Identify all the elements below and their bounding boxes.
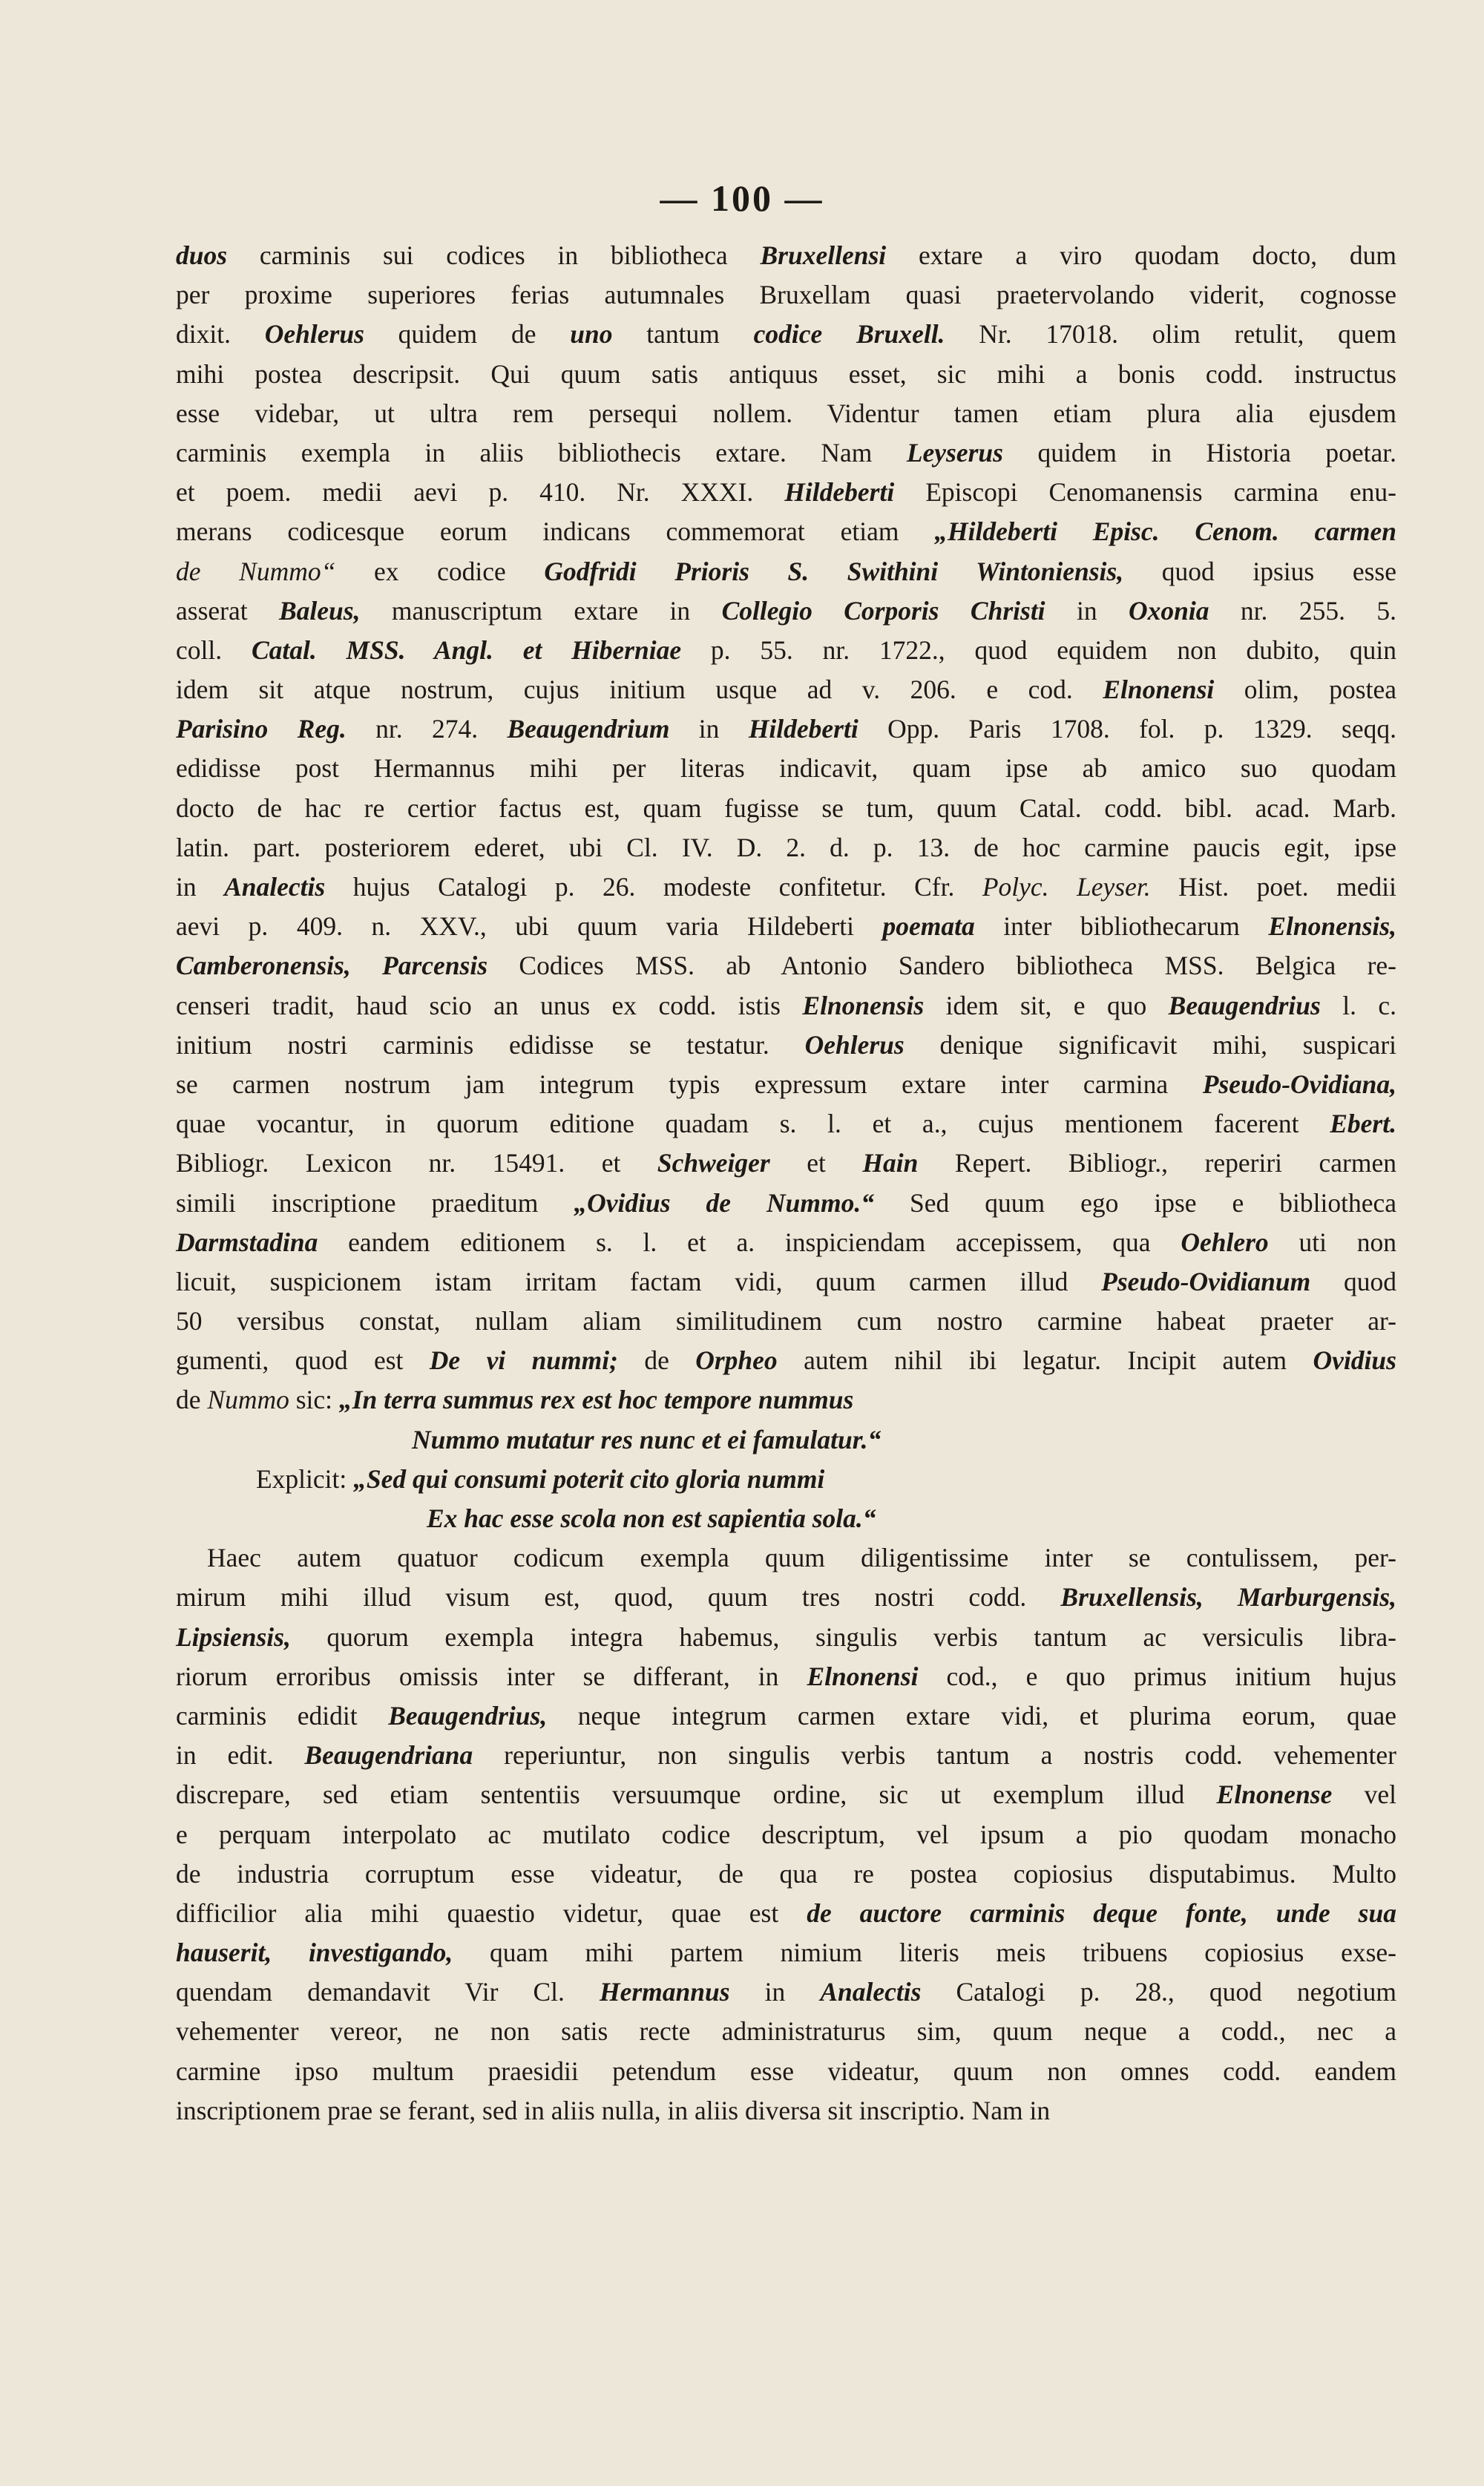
- text-run: Oxonia: [1129, 595, 1209, 626]
- text-run: carmine ipso multum praesidii petendum esse videatur, quum non omnes codd. eandem: [176, 2056, 1396, 2086]
- text-line: [176, 946, 1396, 985]
- text-run: p. 55. nr. 1722., quod equidem non dubito, quin: [681, 634, 1396, 665]
- page-number: — 100 —: [660, 177, 824, 219]
- text-line: [176, 1854, 1396, 1894]
- text-run: quod: [1310, 1266, 1397, 1296]
- text-run: edidisse post Hermannus mihi per literas indicavit, quam ipse ab amico suo quodam: [176, 753, 1396, 784]
- text-run: Episcopi Cenomanensis carmina enu-: [894, 477, 1396, 508]
- text-run: Beaugendrius,: [388, 1700, 548, 1731]
- text-run: Ex hac esse scola non est sapientia sola.“: [427, 1503, 876, 1533]
- text-run: coll.: [176, 634, 252, 665]
- text-run: gumenti, quod est: [176, 1345, 430, 1376]
- text-run: Repert. Bibliogr., reperiri carmen: [918, 1148, 1396, 1178]
- text-run: Explicit:: [256, 1463, 354, 1494]
- text-run: nr. 255. 5.: [1209, 595, 1396, 626]
- text-run: Sed quum ego ipse e bibliotheca: [874, 1187, 1396, 1218]
- text-line: [176, 236, 1396, 275]
- text-run: initium nostri carminis edidisse se testatur.: [176, 1029, 805, 1060]
- text-run: dixit.: [176, 319, 265, 350]
- text-run: sic:: [289, 1385, 339, 1415]
- text-run: Hain: [862, 1148, 919, 1178]
- text-run: „Sed qui consumi poterit cito gloria nummi: [353, 1463, 825, 1494]
- text-run: quidem in Historia poetar.: [1003, 437, 1396, 468]
- text-run: quae vocantur, in quorum editione quadam s. l. et a., cujus mentionem facerent: [176, 1109, 1330, 1139]
- text-run: carminis edidit: [176, 1700, 389, 1731]
- text-run: quidem de: [364, 319, 571, 350]
- text-run: Parisino Reg.: [176, 714, 347, 744]
- text-run: inscriptionem prae se ferant, sed in aliis nulla, in aliis diversa sit inscriptio. Nam in: [176, 2095, 1051, 2125]
- text-line: [176, 1736, 1396, 1775]
- text-line: [176, 1262, 1396, 1302]
- text-run: quod ipsius esse: [1123, 556, 1397, 586]
- text-run: tantum: [612, 319, 754, 350]
- text-line: [176, 1538, 1396, 1578]
- text-run: quam mihi partem nimium literis meis tribuens copiosius exse-: [453, 1938, 1396, 1968]
- text-run: Elnonensis: [802, 990, 925, 1020]
- text-line: [176, 631, 1396, 670]
- text-run: Codices MSS. ab Antonio Sandero bibliotheca MSS. Belgica re-: [487, 951, 1396, 981]
- text-line: [176, 1144, 1396, 1183]
- text-run: Elnonensis,: [1268, 911, 1396, 942]
- text-run: Bibliogr. Lexicon nr. 15491. et: [176, 1148, 657, 1178]
- text-run: De vi nummi;: [429, 1345, 618, 1376]
- text-run: uno: [570, 319, 613, 350]
- text-run: difficilior alia mihi quaestio videtur, quae est: [176, 1898, 807, 1928]
- text-run: Orpheo: [695, 1345, 778, 1376]
- text-run: licuit, suspicionem istam irritam factam vidi, quum carmen illud: [176, 1266, 1102, 1296]
- text-line: [176, 473, 1396, 512]
- text-run: uti non: [1268, 1227, 1396, 1257]
- text-run: de: [617, 1345, 696, 1376]
- text-run: Catal. MSS. Angl. et Hiberniae: [251, 634, 682, 665]
- text-run: Haec autem quatuor codicum exempla quum diligentissime inter se contulissem, per-: [207, 1543, 1396, 1573]
- text-run: Beaugendrius: [1168, 990, 1321, 1020]
- text-run: Bruxellensi: [760, 240, 887, 270]
- text-run: Camberonensis, Parcensis: [176, 951, 488, 981]
- body-text: [176, 236, 1396, 2131]
- text-run: Pseudo-Ovidianum: [1101, 1266, 1311, 1296]
- text-run: aevi p. 409. n. XXV., ubi quum varia Hildeberti: [176, 911, 883, 942]
- text-run: riorum erroribus omissis inter se differant, in: [176, 1661, 807, 1691]
- text-run: codice Bruxell.: [753, 319, 945, 350]
- text-run: reperiuntur, non singulis verbis tantum a nostris codd. vehementer: [473, 1740, 1396, 1771]
- text-line: [176, 1223, 1396, 1262]
- text-run: Hist. poet. medii: [1150, 872, 1396, 902]
- text-run: se carmen nostrum jam integrum typis expressum extare inter carmina: [176, 1069, 1203, 1099]
- text-line: [176, 1460, 1396, 1499]
- text-run: Beaugendrium: [507, 714, 670, 744]
- text-run: Beaugendriana: [304, 1740, 473, 1771]
- text-run: manuscriptum extare in: [360, 595, 722, 626]
- text-run: Nummo mutatur res nunc et ei famulatur.“: [412, 1424, 881, 1454]
- text-run: et poem. medii aevi p. 410. Nr. XXXI.: [176, 477, 785, 508]
- text-run: Opp. Paris 1708. fol. p. 1329. seqq.: [858, 714, 1396, 744]
- text-run: idem sit, e quo: [924, 990, 1169, 1020]
- text-line: [176, 1026, 1396, 1065]
- text-line: [176, 1618, 1396, 1657]
- text-run: inter bibliothecarum: [974, 911, 1269, 942]
- text-run: Hermannus: [599, 1977, 730, 2007]
- text-line: [176, 512, 1396, 551]
- text-run: Oehlero: [1181, 1227, 1269, 1257]
- text-line: [176, 1696, 1396, 1736]
- text-line: [176, 315, 1396, 354]
- text-run: per proxime superiores ferias autumnales Bruxellam quasi praetervolando viderit, cognosse: [176, 280, 1396, 310]
- text-line: [176, 1065, 1396, 1104]
- text-run: Polyc. Leyser.: [982, 872, 1151, 902]
- text-line: [176, 1894, 1396, 1933]
- text-run: „Ovidius de Nummo.“: [574, 1187, 875, 1218]
- text-run: Ovidius: [1313, 1345, 1396, 1376]
- text-run: poemata: [882, 911, 975, 942]
- text-run: esse videbar, ut ultra rem persequi nollem. Videntur tamen etiam plura alia ejusdem: [176, 398, 1396, 428]
- text-run: simili inscriptione praeditum: [176, 1187, 574, 1218]
- text-line: [176, 1499, 1396, 1538]
- text-run: e perquam interpolato ac mutilato codice descriptum, vel ipsum a pio quodam monacho: [176, 1819, 1396, 1849]
- text-run: Analectis: [820, 1977, 922, 2007]
- text-run: Elnonensi: [807, 1661, 919, 1691]
- text-run: extare a viro quodam docto, dum: [886, 240, 1397, 270]
- text-run: de industria corruptum esse videatur, de qua re postea copiosius disputabimus. Multo: [176, 1858, 1396, 1889]
- text-run: autem nihil ibi legatur. Incipit autem: [777, 1345, 1313, 1376]
- text-run: de auctore carminis deque fonte, unde sua: [807, 1898, 1396, 1928]
- text-line: [176, 749, 1396, 788]
- text-run: hauserit, investigando,: [176, 1938, 453, 1968]
- text-run: docto de hac re certior factus est, quam fugisse se tum, quum Catal. codd. bibl. acad. Marb.: [176, 793, 1396, 823]
- text-run: Collegio Corporis Christi: [721, 595, 1045, 626]
- text-run: merans codicesque eorum indicans commemorat etiam: [176, 516, 935, 547]
- text-line: [176, 1104, 1396, 1144]
- text-run: Nr. 17018. olim retulit, quem: [945, 319, 1396, 350]
- text-run: 50 versibus constat, nullam aliam similitudinem cum nostro carmine habeat praeter ar-: [176, 1306, 1396, 1337]
- text-run: Pseudo-Ovidiana,: [1202, 1069, 1396, 1099]
- text-run: „In terra summus rex est hoc tempore nummus: [338, 1385, 854, 1415]
- text-run: hujus Catalogi p. 26. modeste confitetur. Cfr.: [325, 872, 982, 902]
- text-run: Hildeberti: [748, 714, 858, 744]
- text-line: [176, 275, 1396, 315]
- text-run: quendam demandavit Vir Cl.: [176, 1977, 600, 2007]
- text-line: [176, 1578, 1396, 1617]
- text-run: Godfridi Prioris S. Swithini Wintoniensis,: [544, 556, 1124, 586]
- text-line: [176, 1815, 1396, 1854]
- text-run: in: [176, 872, 225, 902]
- text-run: Oehlerus: [804, 1029, 904, 1060]
- text-run: de Nummo“: [176, 556, 336, 586]
- text-line: [176, 2052, 1396, 2091]
- text-run: quorum exempla integra habemus, singulis verbis tantum ac versiculis libra-: [290, 1621, 1396, 1652]
- text-line: [176, 1302, 1396, 1341]
- text-line: [176, 789, 1396, 828]
- text-line: [176, 670, 1396, 709]
- text-line: [176, 1420, 1396, 1460]
- text-run: Elnonensi: [1103, 675, 1215, 705]
- text-run: vel: [1332, 1780, 1397, 1810]
- text-run: Bruxellensis, Marburgensis,: [1060, 1582, 1396, 1613]
- text-line: [176, 1972, 1396, 2012]
- text-run: Schweiger: [657, 1148, 770, 1178]
- text-run: Hildeberti: [784, 477, 895, 508]
- text-line: [176, 2012, 1396, 2051]
- text-run: Catalogi p. 28., quod negotium: [921, 1977, 1396, 2007]
- text-line: [176, 1341, 1396, 1380]
- text-run: in: [669, 714, 749, 744]
- text-run: asserat: [176, 595, 279, 626]
- text-line: [176, 394, 1396, 433]
- text-run: eandem editionem s. l. et a. inspiciendam accepissem, qua: [318, 1227, 1181, 1257]
- text-line: [176, 1933, 1396, 1972]
- text-line: [176, 1657, 1396, 1696]
- text-run: ex codice: [335, 556, 545, 586]
- text-run: de: [176, 1385, 208, 1415]
- text-run: Lipsiensis,: [176, 1621, 291, 1652]
- text-run: cod., e quo primus initium hujus: [918, 1661, 1396, 1691]
- text-run: idem sit atque nostrum, cujus initium usque ad v. 206. e cod.: [176, 675, 1103, 705]
- text-run: Darmstadina: [176, 1227, 318, 1257]
- text-line: [176, 868, 1396, 907]
- text-run: neque integrum carmen extare vidi, et plurima eorum, quae: [547, 1700, 1396, 1731]
- text-line: [176, 355, 1396, 394]
- text-run: in edit.: [176, 1740, 305, 1771]
- text-run: Leyserus: [906, 437, 1003, 468]
- text-run: Baleus,: [279, 595, 361, 626]
- text-run: „Hildeberti Episc. Cenom. carmen: [934, 516, 1396, 547]
- text-run: duos: [176, 240, 228, 270]
- text-run: Oehlerus: [264, 319, 364, 350]
- text-line: [176, 828, 1396, 868]
- text-run: Ebert.: [1330, 1109, 1396, 1139]
- text-run: Elnonense: [1216, 1780, 1333, 1810]
- text-run: censeri tradit, haud scio an unus ex codd. istis: [176, 990, 803, 1020]
- text-line: [176, 907, 1396, 946]
- text-run: carminis sui codices in bibliotheca: [227, 240, 761, 270]
- text-run: denique significavit mihi, suspicari: [904, 1029, 1397, 1060]
- text-run: et: [769, 1148, 863, 1178]
- text-run: Analectis: [224, 872, 326, 902]
- text-line: [176, 2091, 1396, 2131]
- text-run: in: [729, 1977, 821, 2007]
- text-line: [176, 1775, 1396, 1814]
- text-line: [176, 591, 1396, 631]
- text-line: [176, 1380, 1396, 1420]
- text-line: [176, 709, 1396, 749]
- text-line: [176, 1184, 1396, 1223]
- text-run: mihi postea descripsit. Qui quum satis antiquus esset, sic mihi a bonis codd. instructus: [176, 358, 1396, 389]
- text-run: discrepare, sed etiam sententiis versuumque ordine, sic ut exemplum illud: [176, 1780, 1217, 1810]
- text-line: [176, 433, 1396, 473]
- text-run: mirum mihi illud visum est, quod, quum tres nostri codd.: [176, 1582, 1061, 1613]
- text-run: carminis exempla in aliis bibliothecis extare. Nam: [176, 437, 907, 468]
- text-run: Nummo: [207, 1385, 289, 1415]
- text-line: [176, 986, 1396, 1026]
- text-run: in: [1045, 595, 1129, 626]
- text-run: olim, postea: [1214, 675, 1397, 705]
- text-run: nr. 274.: [346, 714, 508, 744]
- text-line: [176, 552, 1396, 591]
- text-run: l. c.: [1320, 990, 1397, 1020]
- text-run: latin. part. posteriorem ederet, ubi Cl. IV. D. 2. d. p. 13. de hoc carmine paucis egit, ipse: [176, 832, 1396, 862]
- text-run: vehementer vereor, ne non satis recte administraturus sim, quum neque a codd., nec a: [176, 2016, 1396, 2047]
